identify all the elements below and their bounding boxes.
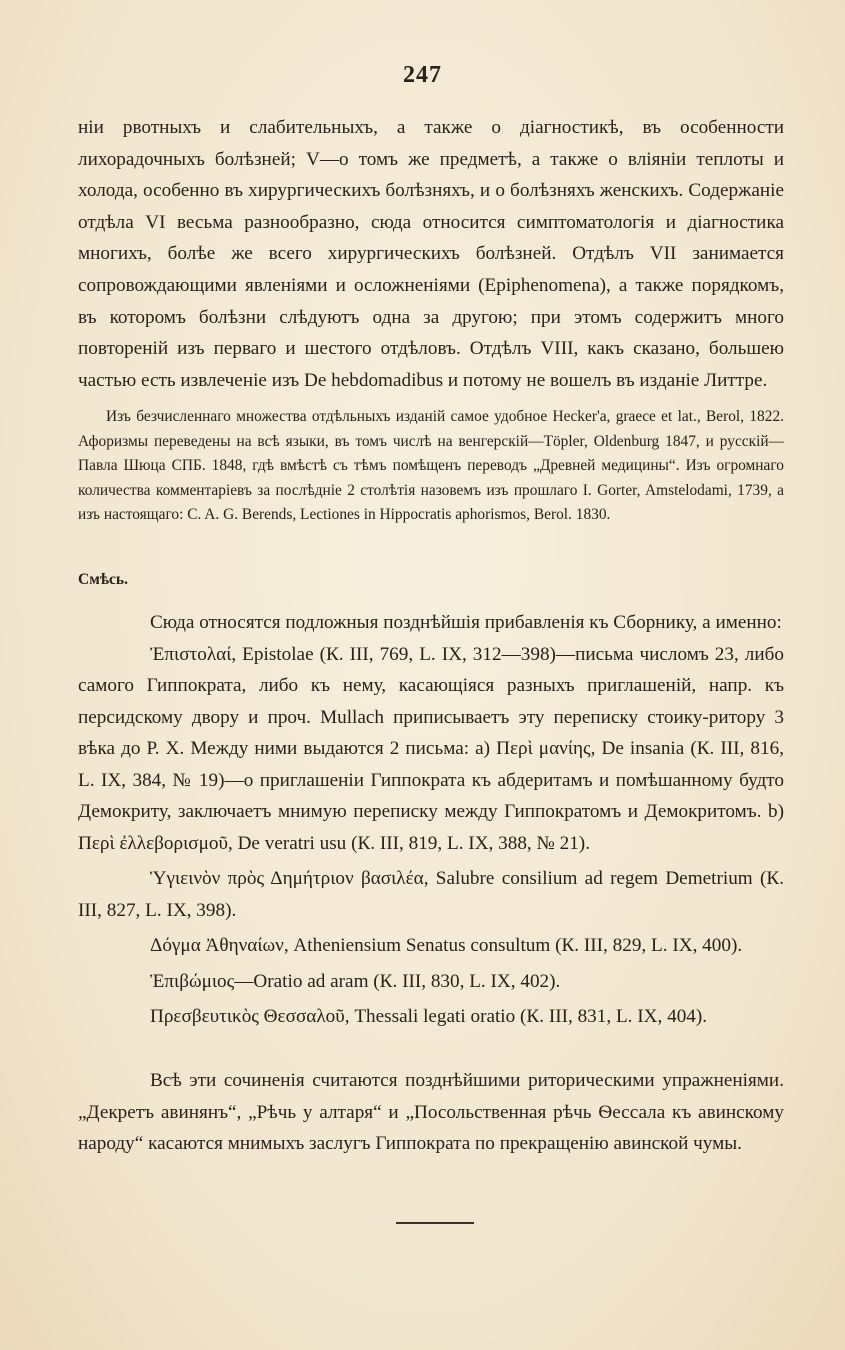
main-paragraph: ніи рвотныхъ и слабительныхъ, а также о діагностикѣ, въ особенности лихорадочныхъ болѣзней; V—о томъ же предметѣ, а также о вліяніи теплоты и холода, особенно въ хирургическихъ болѣзняхъ, и о болѣзняхъ женскихъ. Содержаніе отдѣла VI весьма разнообразно, сюда относится симптоматологія и діагностика многихъ, болѣе же всего хирургическихъ болѣзней. Отдѣлъ VII занимается сопровождающими явленіями и осложненіями (Epiphenomena), а также порядкомъ, въ которомъ болѣзни слѣдуютъ одна за другою; при этомъ содержитъ много повтореній изъ перваго и шестого отдѣловъ. Отдѣлъ VIII, какъ сказано, большею частью есть извлеченіе изъ De hebdomadibus и потому не вошелъ въ изданіе Литтре. xyxy=(78,117,784,391)
entry-thessali-oratio: Πρεσβευτικὸς Θεσσαλοῦ, Thessali legati oratio (К. III, 831, L. IX, 404). xyxy=(150,1006,708,1027)
end-rule xyxy=(396,1222,474,1224)
entry-salubre-consilium: Ὑγιεινὸν πρὸς Δημήτριον βασιλέα, Salubre consilium ad regem Demetrium (К. III, 827, L. IX, 398). xyxy=(78,868,784,921)
page-number: 247 xyxy=(403,62,442,88)
section-heading: Смѣсь. xyxy=(78,571,129,588)
footnote: Изъ безчисленнаго множества отдѣльныхъ изданій самое удобное Hecker'a, graece et lat., Berol, 1822. Афоризмы переведены на всѣ языки, въ томъ числѣ на венгерскій—Töpler, Oldenburg 1847, и русскій—Павла Шюца СПБ. 1848, гдѣ вмѣстѣ съ тѣмъ помѣщенъ переводъ „Древней медицины“. Изъ огромнаго количества комментаріевъ за послѣдніе 2 столѣтія назовемъ изъ прошлаго I. Gorter, Amstelodami, 1739, а изъ настоящаго: C. A. G. Berends, Lectiones in Hippocratis aphorismos, Berol. 1830. xyxy=(78,408,784,523)
entry-oratio-ad-aram: Ἐπιβώμιος—Oratio ad aram (К. III, 830, L. IX, 402). xyxy=(150,970,561,992)
section-body xyxy=(78,607,784,1033)
closing-paragraph: Всѣ эти сочиненія считаются позднѣйшими риторическими упражненіями. „Декретъ авинянъ“, „Рѣчь у алтаря“ и „Посольственная рѣчь Ѳессала къ авинскому народу“ касаются мнимыхъ заслугъ Гиппократа по прекращенію авинской чумы. xyxy=(78,1070,784,1155)
entry-senatus-consultum: Δόγμα Ἀθηναίων, Atheniensium Senatus consultum (К. III, 829, L. IX, 400). xyxy=(150,935,743,956)
section-intro: Сюда относятся подложныя позднѣйшія прибавленія къ Сборнику, а именно: xyxy=(150,612,782,633)
entry-epistolae: Ἐπιστολαί, Epistolae (К. III, 769, L. IX, 312—398)—письма числомъ 23, либо самого Гиппократа, либо къ нему, касающіяся разныхъ приглашеній, напр. къ персидскому двору и проч. Mullach приписываетъ эту переписку стоику-ритору 3 вѣка до Р. Х. Между ними выдаются 2 письма: a) Περὶ μανίης, De insania (К. III, 816, L. IX, 384, № 19)—о приглашеніи Гиппократа къ абдеритамъ и помѣшанному будто Демокриту, заключаетъ мнимую переписку между Гиппократомъ и Демокритомъ. b) Περὶ ἐλλεβορισμοῦ, De veratri usu (К. III, 819, L. IX, 388, № 21). xyxy=(78,643,784,854)
